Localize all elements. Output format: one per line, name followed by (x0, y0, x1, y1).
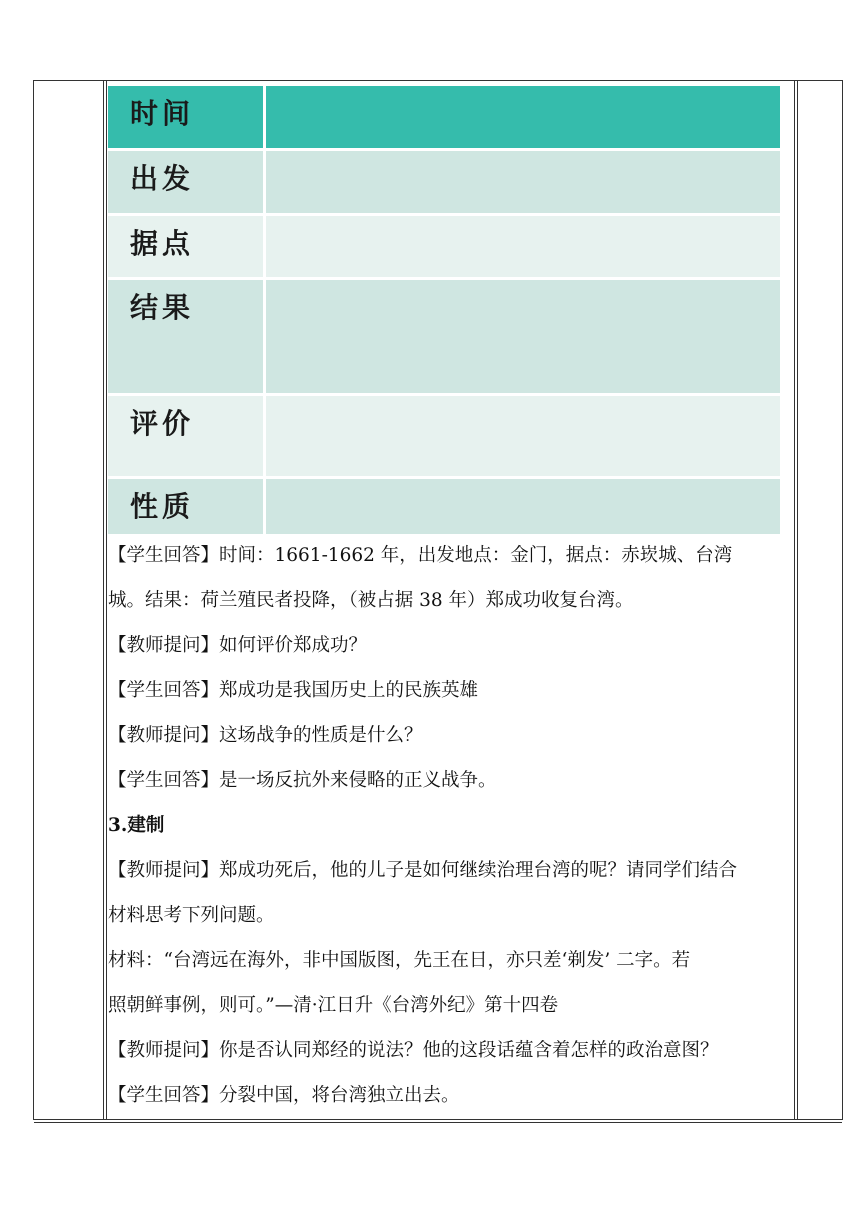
row-label: 时间 (108, 86, 266, 148)
row-cell (266, 479, 780, 534)
text-line: 照朝鲜事例，则可。”—清·江日升《台湾外纪》第十四卷 (108, 995, 559, 1016)
text-line: 【教师提问】你是否认同郑经的说法？他的这段话蕴含着怎样的政治意图？ (108, 1040, 719, 1061)
row-cell (266, 280, 780, 393)
text-line: 材料：“台湾远在海外，非中国版图，先王在日，亦只差‘剃发’ 二字。若 (108, 950, 691, 971)
row-label: 评价 (108, 396, 266, 476)
text-line: 【教师提问】这场战争的性质是什么？ (108, 725, 423, 746)
row-label: 据点 (108, 216, 266, 277)
column-divider (103, 80, 104, 1120)
table-row-evaluation (108, 396, 780, 476)
table-row-time (108, 86, 780, 148)
row-cell (266, 396, 780, 476)
table-row-departure (108, 151, 780, 213)
text-line: 城。结果：荷兰殖民者投降，（被占据 38 年）郑成功收复台湾。 (108, 590, 634, 611)
text-line: 【学生回答】是一场反抗外来侵略的正义战争。 (108, 770, 497, 791)
text-line: 【教师提问】如何评价郑成功？ (108, 635, 368, 656)
text-line: 【学生回答】分裂中国，将台湾独立出去。 (108, 1085, 460, 1106)
row-label: 结果 (108, 280, 266, 393)
table-row-stronghold (108, 216, 780, 277)
row-cell (266, 86, 780, 148)
row-cell (266, 216, 780, 277)
column-divider (106, 80, 107, 1120)
text-line: 材料思考下列问题。 (108, 905, 275, 926)
row-label: 出发 (108, 151, 266, 213)
text-line: 【学生回答】郑成功是我国历史上的民族英雄 (108, 680, 479, 701)
row-label: 性质 (108, 479, 266, 534)
text-line: 【学生回答】时间：1661-1662 年，出发地点：金门，据点：赤崁城、台湾 (108, 545, 733, 566)
table-row-nature (108, 479, 780, 534)
section-heading: 3.建制 (108, 815, 165, 836)
row-cell (266, 151, 780, 213)
table-row-result (108, 280, 780, 393)
text-line: 【教师提问】郑成功死后，他的儿子是如何继续治理台湾的呢？请同学们结合 (108, 860, 738, 881)
